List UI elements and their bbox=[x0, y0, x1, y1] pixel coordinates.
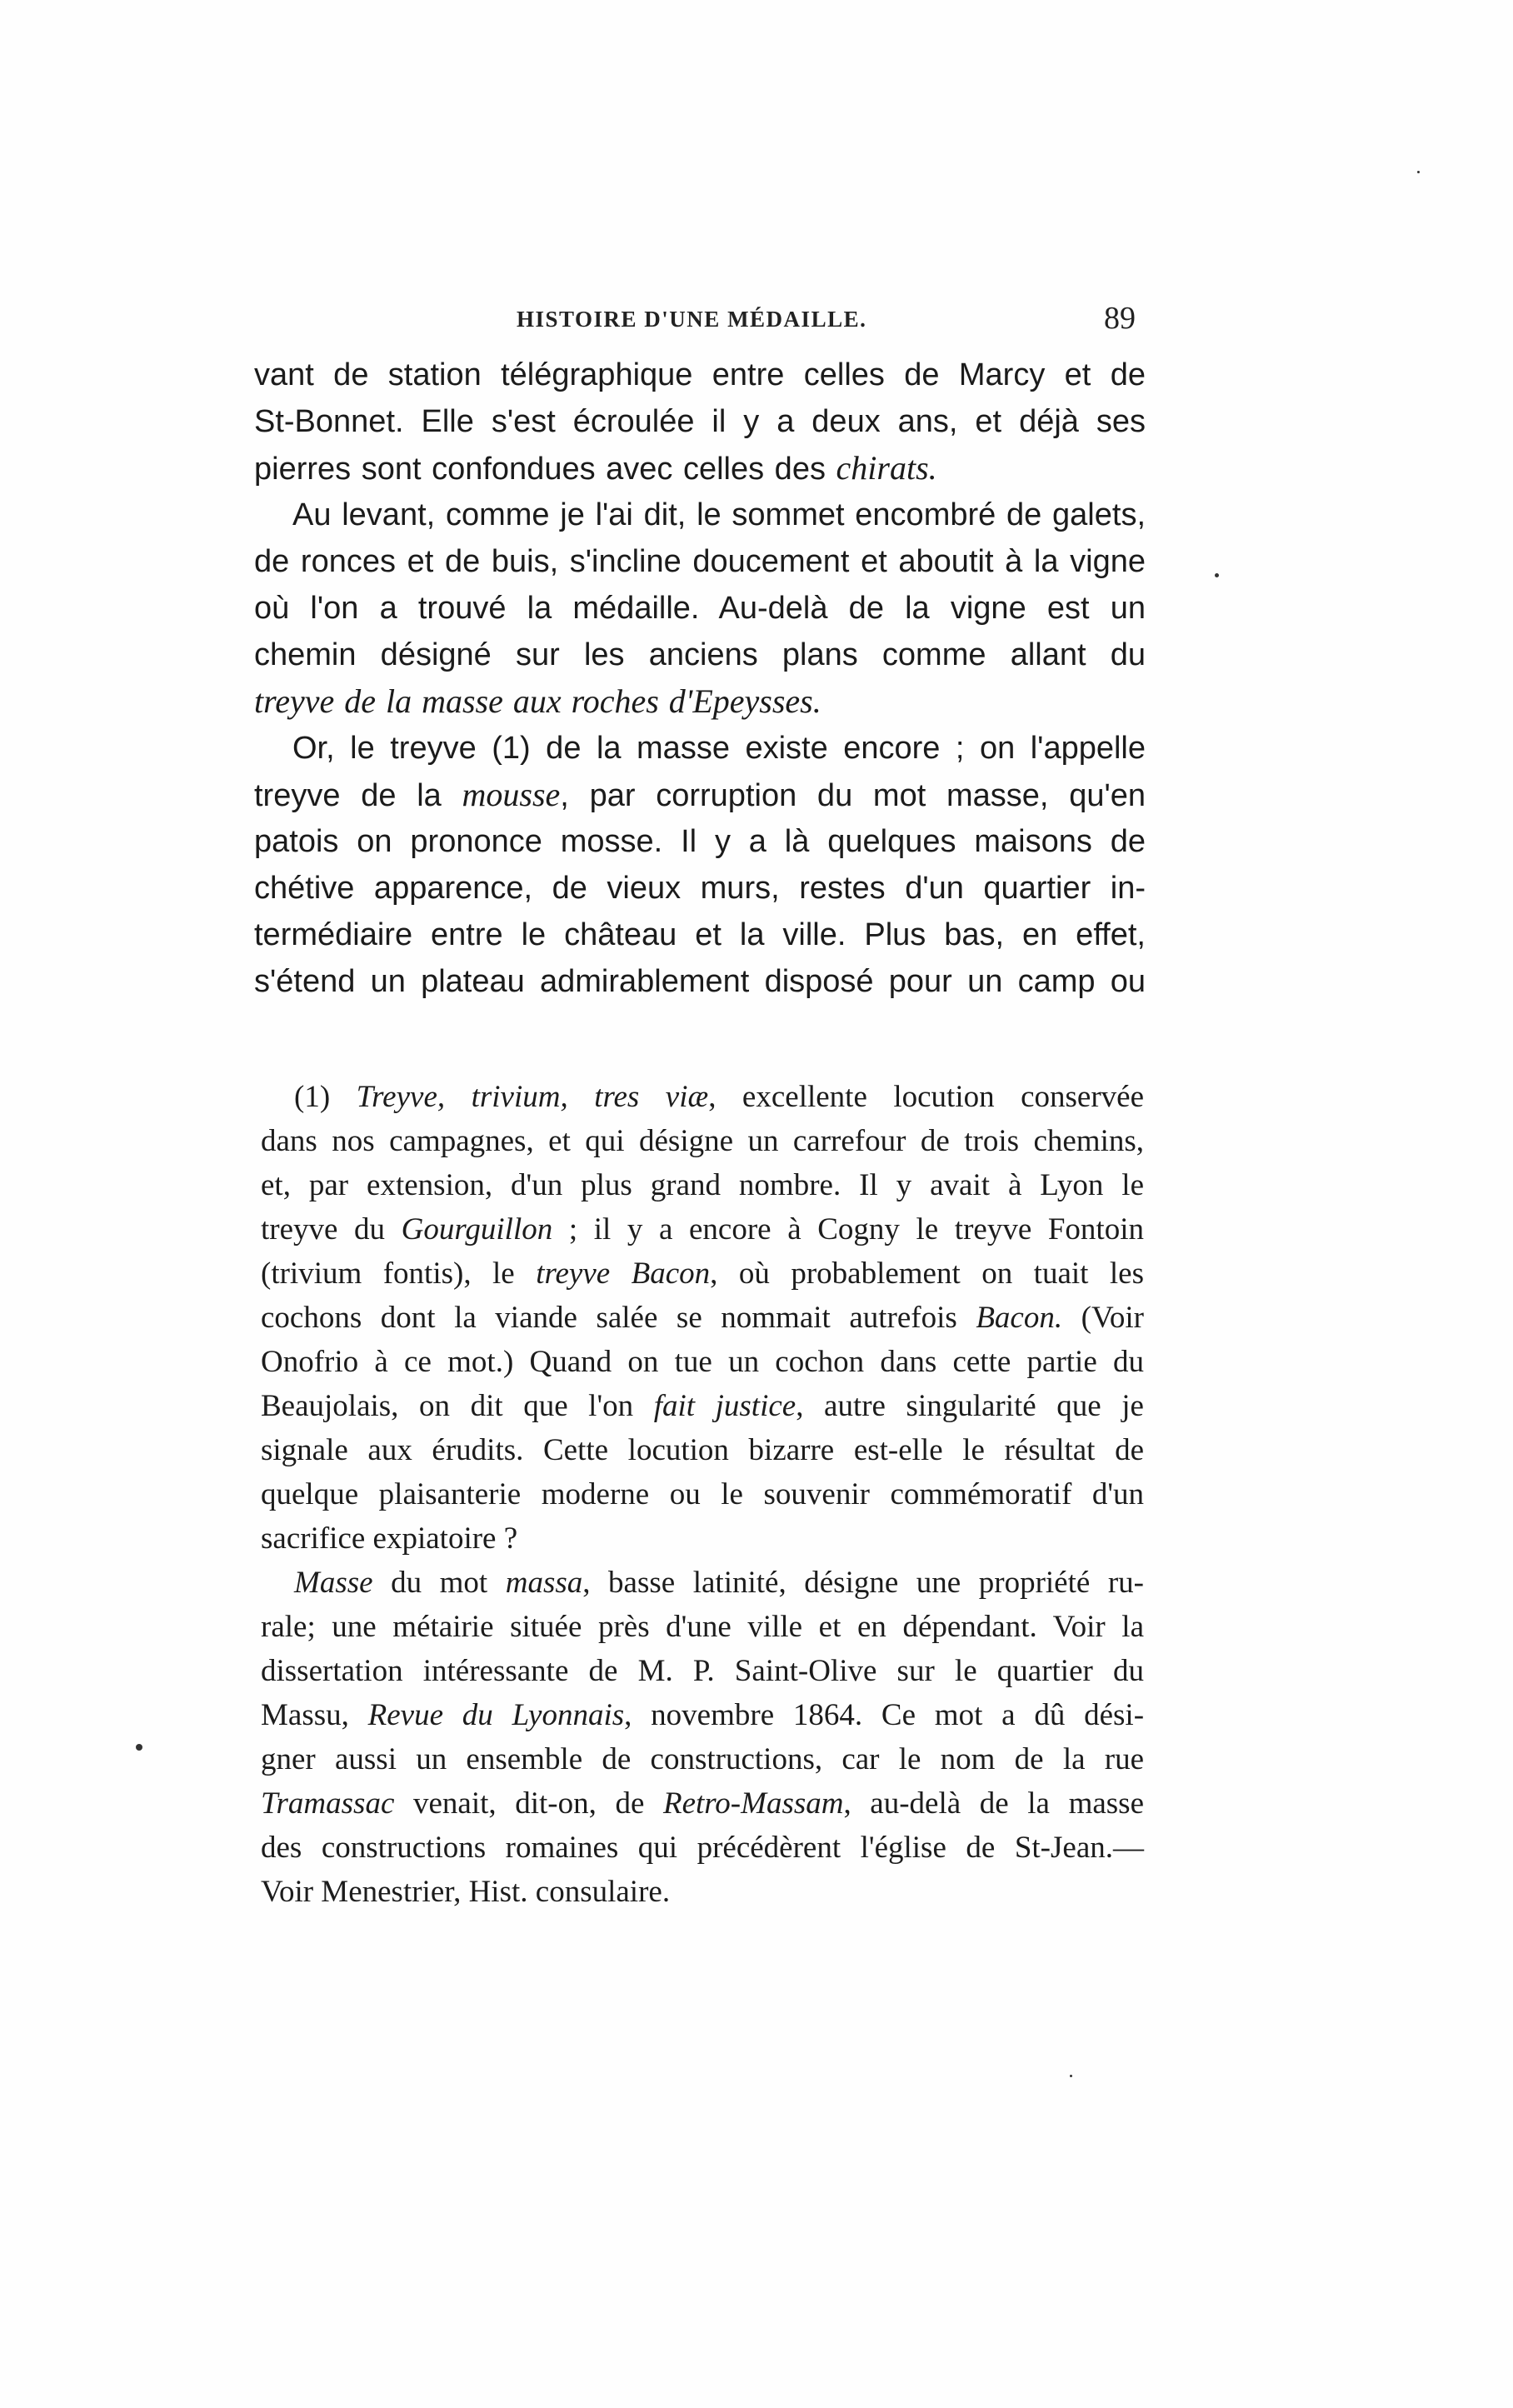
footnote-italic: treyve Bacon bbox=[536, 1256, 711, 1291]
body-line bbox=[254, 445, 1146, 492]
page-number: 89 bbox=[1104, 301, 1136, 336]
footnote-line bbox=[261, 1693, 1144, 1737]
footnote-line: Onofrio à ce mot.) Quand on tue un cochon dans cette partie du bbox=[261, 1345, 1144, 1379]
scan-speck bbox=[1215, 573, 1219, 577]
footnote-line bbox=[261, 1207, 1144, 1251]
body-line: termédiaire entre le château et la ville. Plus bas, en effet, bbox=[254, 917, 1146, 952]
footnote-line: et, par extension, d'un plus grand nombre. Il y avait à Lyon le bbox=[261, 1168, 1144, 1202]
footnote-italic: Tramassac bbox=[261, 1786, 395, 1821]
body-line: chétive apparence, de vieux murs, restes d'un quartier in- bbox=[254, 871, 1146, 906]
body-line-italic bbox=[254, 678, 1146, 725]
footnote-text: (1) bbox=[294, 1080, 357, 1114]
footnote-italic: Treyve, trivium, tres viæ bbox=[356, 1080, 709, 1114]
footnote-line: signale aux érudits. Cette locution bizarre est-elle le résultat de bbox=[261, 1433, 1144, 1467]
footnote-text: , novembre 1864. Ce mot a dû dési- bbox=[624, 1698, 1145, 1732]
footnote-text: ; il y a encore à Cogny le treyve Fontoin bbox=[552, 1212, 1144, 1246]
body-line-text: , par corruption du mot masse, qu'en bbox=[560, 778, 1146, 813]
italic-term: chirats. bbox=[836, 449, 937, 487]
footnote-text: (Voir bbox=[1062, 1301, 1145, 1335]
running-title: HISTOIRE D'UNE MÉDAILLE. bbox=[517, 307, 867, 332]
running-header bbox=[0, 300, 1513, 342]
footnote-text: , où probablement on tuait les bbox=[710, 1256, 1144, 1291]
footnote-text: , au-delà de la masse bbox=[843, 1786, 1144, 1821]
footnote-line bbox=[261, 1296, 1144, 1340]
body-line: de ronces et de buis, s'incline doucement et aboutit à la vigne bbox=[254, 544, 1146, 579]
italic-term: mousse bbox=[462, 776, 561, 813]
footnote-line: quelque plaisanterie moderne ou le souvenir commémoratif d'un bbox=[261, 1477, 1144, 1511]
body-line: St-Bonnet. Elle s'est écroulée il y a deux ans, et déjà ses bbox=[254, 404, 1146, 439]
scan-speck bbox=[1417, 171, 1420, 173]
footnote-italic: massa bbox=[505, 1566, 583, 1600]
footnote-line: Voir Menestrier, Hist. consulaire. bbox=[261, 1875, 671, 1909]
body-line: où l'on a trouvé la médaille. Au-delà de la vigne est un bbox=[254, 591, 1146, 626]
footnote-line bbox=[261, 1384, 1144, 1428]
body-line: vant de station télégraphique entre celles de Marcy et de bbox=[254, 357, 1146, 392]
body-line bbox=[254, 772, 1146, 818]
footnote-text: Massu, bbox=[261, 1698, 368, 1732]
italic-line: treyve de la masse aux roches d'Epeysses. bbox=[254, 682, 821, 720]
footnote-line: dissertation intéressante de M. P. Saint-Olive sur le quartier du bbox=[261, 1654, 1144, 1688]
footnote-line bbox=[261, 1781, 1144, 1826]
footnote-text: du mot bbox=[372, 1566, 506, 1600]
footnote-line: sacrifice expiatoire ? bbox=[261, 1521, 518, 1556]
main-text bbox=[254, 352, 1146, 1005]
footnote-text: cochons dont la viande salée se nommait autrefois bbox=[261, 1301, 976, 1335]
footnote-italic: Masse bbox=[294, 1566, 373, 1600]
footnote-line bbox=[261, 1075, 1144, 1119]
footnote-line bbox=[261, 1251, 1144, 1296]
body-line: chemin désigné sur les anciens plans comme allant du bbox=[254, 637, 1146, 672]
footnote-text: , autre singularité que je bbox=[796, 1389, 1144, 1423]
footnote-text: venait, dit-on, de bbox=[394, 1786, 663, 1821]
footnote-line: rale; une métairie située près d'une ville et en dépendant. Voir la bbox=[261, 1610, 1144, 1644]
body-line: Au levant, comme je l'ai dit, le sommet encombré de galets, bbox=[292, 497, 1146, 532]
footnote-line bbox=[261, 1561, 1144, 1605]
body-line: patois on prononce mosse. Il y a là quelques maisons de bbox=[254, 824, 1146, 859]
footnote-text: (trivium fontis), le bbox=[261, 1256, 537, 1291]
footnote-italic: Retro-Massam bbox=[662, 1786, 844, 1821]
footnote-text: Beaujolais, on dit que l'on bbox=[261, 1389, 654, 1423]
body-line: Or, le treyve (1) de la masse existe encore ; on l'appelle bbox=[292, 731, 1146, 766]
scan-speck bbox=[136, 1744, 142, 1751]
footnote bbox=[261, 1075, 1144, 1914]
footnote-italic: fait justice bbox=[653, 1389, 796, 1423]
footnote-text: , excellente locution conservée bbox=[708, 1080, 1145, 1114]
footnote-italic: Revue du Lyonnais bbox=[367, 1698, 625, 1732]
footnote-italic: Gourguillon bbox=[401, 1212, 553, 1246]
body-line-text: treyve de la bbox=[254, 778, 462, 813]
footnote-line: dans nos campagnes, et qui désigne un carrefour de trois chemins, bbox=[261, 1124, 1144, 1158]
footnote-text: , basse latinité, désigne une propriété ru- bbox=[582, 1566, 1144, 1600]
body-line: s'étend un plateau admirablement disposé pour un camp ou bbox=[254, 964, 1146, 999]
scan-speck bbox=[1070, 2075, 1072, 2077]
footnote-line: des constructions romaines qui précédèrent l'église de St-Jean.— bbox=[261, 1831, 1144, 1865]
body-line-text: pierres sont confondues avec celles des bbox=[254, 452, 836, 487]
footnote-line: gner aussi un ensemble de constructions, car le nom de la rue bbox=[261, 1742, 1144, 1776]
footnote-text: treyve du bbox=[261, 1212, 402, 1246]
footnote-italic: Bacon. bbox=[976, 1301, 1063, 1335]
